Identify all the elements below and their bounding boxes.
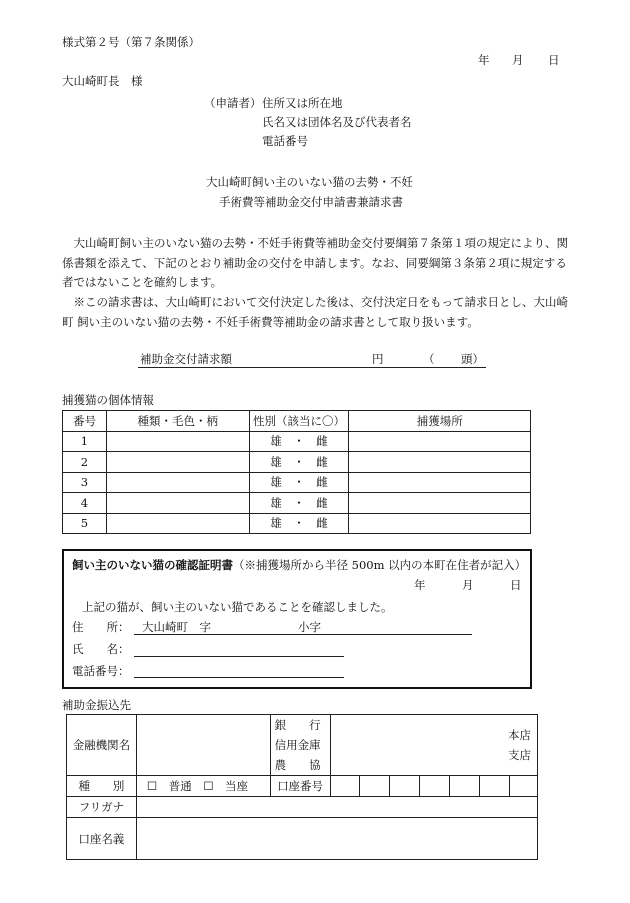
sex-cell[interactable]: 雄 ・ 雌 — [249, 431, 349, 452]
bank-holder-row — [67, 818, 538, 860]
applicant-name-label: 氏名又は団体名及び代表者名 — [262, 115, 412, 129]
account-digit[interactable] — [420, 776, 450, 797]
header-number: 番号 — [63, 411, 107, 432]
sex-cell[interactable]: 雄 ・ 雌 — [249, 452, 349, 473]
table-row — [63, 513, 531, 534]
sex-cell[interactable]: 雄 ・ 雌 — [249, 493, 349, 514]
account-digit[interactable] — [450, 776, 480, 797]
confirm-title: 飼い主のいない猫の確認証明書 — [72, 558, 233, 572]
header-capture-place: 捕獲場所 — [349, 411, 531, 432]
bank-institution-row — [67, 715, 538, 776]
cat-info-table — [62, 410, 531, 534]
confirmation-certificate-box — [62, 549, 532, 689]
branch-shiten: 支店 — [508, 748, 531, 762]
date-month: 月 — [512, 53, 524, 67]
row-number: 2 — [63, 452, 107, 473]
header-sex: 性別（該当に〇） — [249, 411, 349, 432]
table-row — [63, 452, 531, 473]
institution-types — [270, 715, 330, 776]
institution-name-cell[interactable] — [136, 715, 270, 776]
confirm-address-field[interactable] — [134, 634, 472, 635]
kind-label: 種 別 — [67, 776, 137, 797]
confirm-note: （※捕獲場所から半径 500m 以内の本町在住者が記入） — [233, 558, 527, 572]
row-number: 1 — [63, 431, 107, 452]
applicant-label: （申請者） — [204, 96, 262, 110]
claim-open-paren: （ — [423, 352, 435, 366]
type-nokyo: 農 協 — [274, 758, 321, 772]
furigana-label: フリガナ — [67, 797, 137, 818]
document-title-line1: 大山崎町飼い主のいない猫の去勢・不妊 — [206, 175, 413, 189]
account-digit[interactable] — [480, 776, 510, 797]
account-digit[interactable] — [509, 776, 537, 797]
bank-table — [66, 714, 538, 860]
claim-yen: 円 — [372, 352, 384, 366]
cat-info-heading: 捕獲猫の個体情報 — [62, 393, 154, 407]
confirm-address-koaza: 小字 — [298, 620, 321, 634]
sex-cell[interactable]: 雄 ・ 雌 — [249, 472, 349, 493]
futsu-checkbox[interactable]: ☐ 普通 — [146, 779, 192, 793]
bank-heading: 補助金振込先 — [62, 698, 131, 712]
confirm-phone-label: 電話番号： — [72, 664, 130, 678]
claim-head-unit: 頭） — [461, 352, 484, 366]
capture-place-cell[interactable] — [349, 431, 531, 452]
claim-amount-underline — [138, 367, 486, 368]
addressee: 大山崎町長 様 — [62, 74, 143, 88]
body-paragraph-2: ※この請求書は、大山崎町において交付決定した後は、交付決定日をもって請求日とし、大山崎町 飼い主のいない猫の去勢・不妊手術費等補助金の請求書として取り扱います。 — [62, 295, 568, 329]
row-number: 5 — [63, 513, 107, 534]
breed-cell[interactable] — [106, 493, 249, 514]
table-row — [63, 431, 531, 452]
breed-cell[interactable] — [106, 472, 249, 493]
confirm-address-label: 住 所： — [72, 620, 130, 634]
confirm-year: 年 — [414, 578, 426, 592]
row-number: 4 — [63, 493, 107, 514]
form-number: 様式第２号（第７条関係） — [62, 35, 200, 49]
breed-cell[interactable] — [106, 452, 249, 473]
claim-amount-label: 補助金交付請求額 — [140, 352, 232, 366]
branch-honten: 本店 — [508, 728, 531, 742]
bank-kind-row — [67, 776, 538, 797]
kind-options — [136, 776, 270, 797]
row-number: 3 — [63, 472, 107, 493]
date-day: 日 — [548, 53, 560, 67]
header-breed: 種類・毛色・柄 — [106, 411, 249, 432]
type-shinkin: 信用金庫 — [274, 738, 321, 752]
applicant-phone-label: 電話番号 — [262, 134, 308, 148]
confirm-name-label: 氏 名： — [72, 642, 130, 656]
breed-cell[interactable] — [106, 513, 249, 534]
branch-cell[interactable] — [330, 715, 537, 776]
account-digit[interactable] — [360, 776, 390, 797]
account-digit[interactable] — [330, 776, 360, 797]
confirm-statement: 上記の猫が、飼い主のいない猫であることを確認しました。 — [82, 600, 393, 614]
applicant-address-label: 住所又は所在地 — [262, 96, 343, 110]
confirm-day: 日 — [510, 578, 522, 592]
furigana-field[interactable] — [136, 797, 537, 818]
confirm-month: 月 — [462, 578, 474, 592]
bank-furigana-row — [67, 797, 538, 818]
document-title-line2: 手術費等補助金交付申請書兼請求書 — [219, 195, 403, 209]
holder-label: 口座名義 — [67, 818, 137, 860]
capture-place-cell[interactable] — [349, 513, 531, 534]
confirm-phone-field[interactable] — [134, 677, 344, 678]
body-paragraph-1: 大山崎町飼い主のいない猫の去勢・不妊手術費等補助金交付要綱第７条第１項の規定により、関係書類を添えて、下記のとおり補助金の交付を申請します。なお、同要綱第３条第２項に規定する者ではないことを確約します。 — [62, 236, 568, 289]
table-header-row — [63, 411, 531, 432]
account-digit[interactable] — [390, 776, 420, 797]
type-bank: 銀 行 — [274, 718, 321, 732]
holder-field[interactable] — [136, 818, 537, 860]
sex-cell[interactable]: 雄 ・ 雌 — [249, 513, 349, 534]
table-row — [63, 493, 531, 514]
capture-place-cell[interactable] — [349, 493, 531, 514]
institution-label: 金融機関名 — [67, 715, 137, 776]
date-year: 年 — [478, 53, 490, 67]
capture-place-cell[interactable] — [349, 472, 531, 493]
table-row — [63, 472, 531, 493]
account-number-label: 口座番号 — [270, 776, 330, 797]
capture-place-cell[interactable] — [349, 452, 531, 473]
confirm-name-field[interactable] — [134, 656, 344, 657]
breed-cell[interactable] — [106, 431, 249, 452]
toza-checkbox[interactable]: ☐ 当座 — [203, 779, 249, 793]
confirm-address-town: 大山崎町 字 — [142, 620, 211, 634]
